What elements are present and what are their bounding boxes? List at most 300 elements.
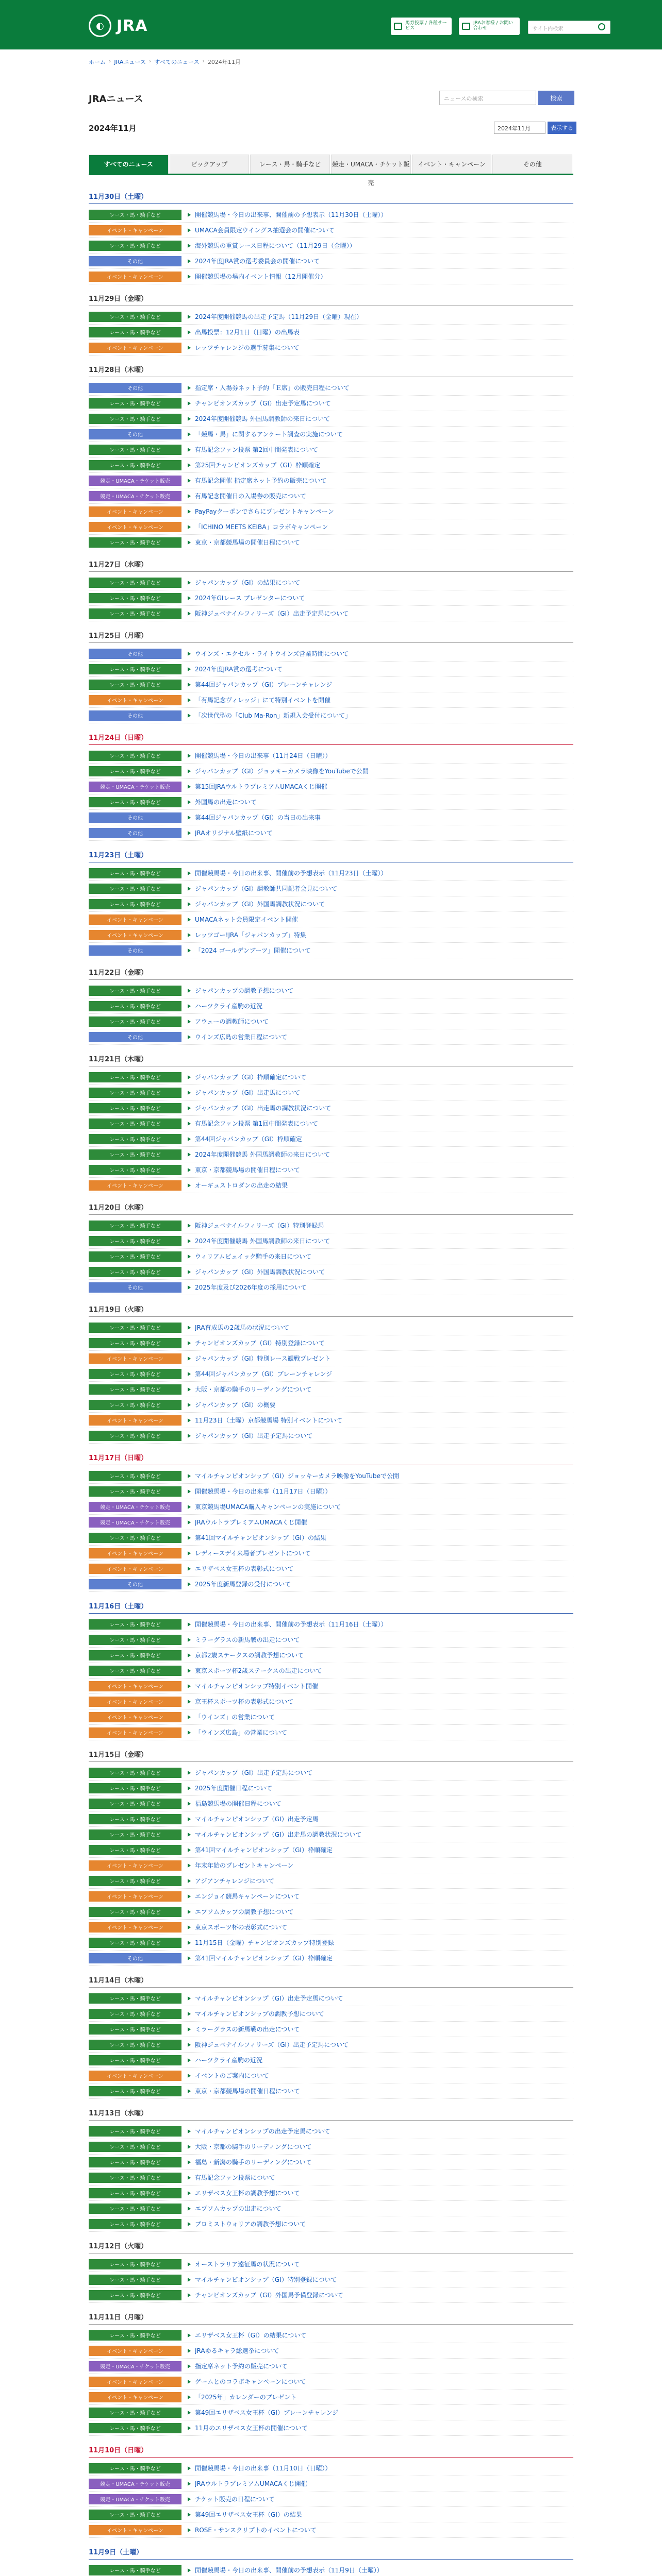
news-link[interactable]: 東京スポーツ杯2歳ステークスの出走について [195, 1667, 322, 1674]
list-item[interactable] [89, 1648, 573, 1663]
category-badge: イベント・キャンペーン [89, 695, 181, 705]
news-link[interactable]: アウェーの調教師について [195, 1018, 269, 1025]
tab-1[interactable]: ピックアップ [170, 155, 250, 174]
list-item[interactable] [89, 1233, 573, 1249]
news-link[interactable]: オーストラリア遠征馬の状況について [195, 2261, 300, 2268]
list-item[interactable] [89, 794, 573, 810]
news-link[interactable]: ジャパンカップ（GⅠ）ジョッキーカメラ映像をYouTubeで公開 [195, 768, 369, 775]
category-badge: イベント・キャンペーン [89, 1180, 181, 1191]
month-show-button[interactable]: 表示する [548, 122, 576, 134]
news-link[interactable]: ジャパンカップ（GⅠ）の結果について [195, 579, 301, 586]
list-item[interactable] [89, 590, 573, 606]
news-link[interactable]: ジャパンカップ（GⅠ）外国馬調教状況について [195, 1268, 325, 1276]
news-link[interactable]: エリザベス女王杯の調教予想について [195, 2190, 300, 2197]
list-item[interactable] [89, 2328, 573, 2343]
news-link[interactable]: 大阪・京都の騎手のリーディングについて [195, 1386, 312, 1393]
news-link[interactable]: 「ウインズ」の営業について [195, 1714, 275, 1721]
tab-3[interactable]: 競走・UMACA・チケット販売 [331, 155, 411, 174]
news-link[interactable]: JRAウルトラプレミアムUMACAくじ開催 [195, 1519, 307, 1526]
list-item[interactable] [89, 1351, 573, 1366]
news-link[interactable]: マイルチャンピオンシップ特別イベント開催 [195, 1683, 318, 1690]
news-link[interactable]: 京王杯スポーツ杯の表彰式について [195, 1698, 294, 1705]
list-item[interactable] [89, 1904, 573, 1920]
list-item[interactable] [89, 2170, 573, 2185]
arrow-right-icon [188, 228, 191, 232]
list-item[interactable] [89, 2185, 573, 2201]
header-button-contact[interactable] [459, 18, 520, 35]
list-item[interactable] [89, 488, 573, 504]
news-link[interactable]: 東京・京都競馬場の開催日程について [195, 2088, 300, 2095]
list-item[interactable] [89, 2022, 573, 2037]
list-item[interactable] [89, 1382, 573, 1397]
list-item[interactable] [89, 1100, 573, 1116]
list-item[interactable] [89, 207, 573, 223]
list-item[interactable] [89, 1725, 573, 1740]
news-link[interactable]: マイルチャンピオンシップ（GⅠ）出走予定馬 [195, 1816, 319, 1823]
news-link[interactable]: エプソムカップの出走について [195, 2205, 282, 2212]
day-section [89, 1303, 573, 1444]
search-icon[interactable] [598, 23, 605, 30]
news-link[interactable]: UMACA会員限定ウイングス抽選会の開催について [195, 227, 335, 234]
list-item[interactable] [89, 309, 573, 325]
news-link[interactable]: ゲームとのコラボキャンペーンについて [195, 2378, 306, 2385]
news-link[interactable]: ミラーグラスの新馬戦の出走について [195, 1636, 300, 1643]
arrow-right-icon [188, 1341, 191, 1345]
news-link[interactable]: 京都2歳ステークスの調教予想について [195, 1652, 304, 1659]
list-item[interactable] [89, 983, 573, 998]
news-link[interactable]: 有馬記念ファン投票について [195, 2174, 275, 2181]
list-item[interactable] [89, 253, 573, 269]
news-link[interactable]: ジャパンカップ（GⅠ）出走馬の調教状況について [195, 1105, 332, 1112]
news-link[interactable]: 開催競馬場・今日の出来事、開催前の予想表示（11月9日（土曜）） [195, 2567, 383, 2574]
list-item[interactable] [89, 764, 573, 779]
news-link[interactable]: 福島競馬場の開催日程について [195, 1800, 282, 1807]
list-item[interactable] [89, 325, 573, 340]
list-item[interactable] [89, 1663, 573, 1679]
news-link[interactable]: チケット販売の日程について [195, 2496, 275, 2503]
news-link[interactable]: 第25回チャンピオンズカップ（GⅠ）枠順確定 [195, 462, 321, 469]
news-link[interactable]: 「有馬記念ヴィレッジ」にて特別イベントを開催 [195, 697, 331, 704]
list-item[interactable] [89, 1014, 573, 1029]
news-link[interactable]: ジャパンカップ（GⅠ）出走予定馬について [195, 1432, 313, 1439]
list-item[interactable] [89, 2124, 573, 2139]
list-item[interactable] [89, 1428, 573, 1444]
list-item[interactable] [89, 943, 573, 958]
news-link[interactable]: マイルチャンピオンシップ（GⅠ）出走馬の調教状況について [195, 1831, 362, 1838]
list-item[interactable] [89, 340, 573, 355]
news-link[interactable]: ジャパンカップ（GⅠ）の概要 [195, 1401, 276, 1409]
list-item[interactable] [89, 1499, 573, 1515]
list-item[interactable] [89, 2139, 573, 2155]
list-item[interactable] [89, 1162, 573, 1178]
breadcrumb [89, 58, 241, 66]
news-link[interactable]: マイルチャンピオンシップ（GⅠ）出走予定馬について [195, 1995, 343, 2002]
news-link[interactable]: 開催競馬場・今日の出来事、開催前の予想表示（11月30日（土曜）） [195, 211, 387, 218]
news-link[interactable]: ジャパンカップ（GⅠ）出走予定馬について [195, 1769, 313, 1776]
list-item[interactable] [89, 1873, 573, 1889]
news-search-button[interactable]: 検索 [538, 91, 574, 105]
list-item[interactable] [89, 825, 573, 841]
list-item[interactable] [89, 1147, 573, 1162]
news-link[interactable]: 第44回ジャパンカップ（GⅠ）枠順確定 [195, 1136, 302, 1143]
site-search-input[interactable]: サイト内検索 [528, 21, 610, 34]
list-item[interactable] [89, 1218, 573, 1233]
list-item[interactable] [89, 1951, 573, 1966]
news-link[interactable]: 2024年度JRA賞の選考委員会の開催について [195, 258, 320, 265]
list-item[interactable] [89, 748, 573, 764]
news-link[interactable]: ROSE・サンスクリプトのイベントについて [195, 2527, 317, 2534]
news-link[interactable]: 東京競馬場UMACA購入キャンペーンの実施について [195, 1503, 341, 1511]
arrow-right-icon [188, 1035, 191, 1039]
news-link[interactable]: 開催競馬場・今日の出来事、開催前の予想表示（11月16日（土曜）） [195, 1621, 387, 1628]
list-item[interactable] [89, 269, 573, 284]
news-search-input[interactable]: ニュースの検索 [439, 91, 536, 105]
news-link[interactable]: イベントのご案内について [195, 2072, 269, 2079]
news-link[interactable]: ジャパンカップ（GⅠ）特別レース観戦プレゼント [195, 1355, 331, 1362]
category-badge: レース・馬・騎手など [89, 1471, 181, 1481]
news-link[interactable]: エリザベス女王杯の表彰式について [195, 1565, 294, 1572]
category-badge: その他 [89, 812, 181, 823]
list-item[interactable] [89, 2522, 573, 2538]
news-link[interactable]: 第49回エリザベス女王杯（GⅠ）の結果 [195, 2511, 302, 2518]
category-badge: レース・馬・騎手など [89, 1236, 181, 1246]
news-link[interactable]: 「2025年」カレンダーのプレゼント [195, 2394, 297, 2401]
category-badge: レース・馬・騎手など [89, 1149, 181, 1160]
news-link[interactable]: 第49回エリザベス女王杯（GⅠ）ブレーンチャレンジ [195, 2409, 339, 2416]
list-item[interactable] [89, 575, 573, 590]
day-heading: 11月25日（月曜） [89, 630, 573, 643]
tab-5[interactable]: その他 [492, 155, 572, 174]
list-item[interactable] [89, 1249, 573, 1264]
news-link[interactable]: 第44回ジャパンカップ（GⅠ）の当日の出来事 [195, 814, 321, 821]
news-link[interactable]: 東京・京都競馬場の開催日程について [195, 1166, 300, 1174]
list-item[interactable] [89, 998, 573, 1014]
news-link[interactable]: ウインズ広島の営業日程について [195, 1033, 288, 1041]
news-link[interactable]: チャンピオンズカップ（GⅠ）出走予定馬について [195, 400, 331, 407]
list-item[interactable] [89, 677, 573, 692]
arrow-right-icon [188, 2027, 191, 2031]
list-item[interactable] [89, 2461, 573, 2476]
news-link[interactable]: 出馬投票：12月1日（日曜）の出馬表 [195, 329, 300, 336]
list-item[interactable] [89, 1935, 573, 1951]
list-item[interactable] [89, 1178, 573, 1193]
list-item[interactable] [89, 427, 573, 442]
list-item[interactable] [89, 1694, 573, 1709]
list-item[interactable] [89, 442, 573, 457]
news-link[interactable]: エリザベス女王杯（GⅠ）の結果について [195, 2332, 307, 2339]
news-link[interactable]: 外国馬の出走について [195, 799, 257, 806]
list-item[interactable] [89, 1264, 573, 1280]
header-button-label: JRAお客様 / お問い合わせ [473, 21, 514, 31]
arrow-right-icon [188, 2207, 191, 2211]
list-item[interactable] [89, 1617, 573, 1632]
news-link[interactable]: 第44回ジャパンカップ（GⅠ）ブレーンチャレンジ [195, 1370, 333, 1378]
list-item[interactable] [89, 1413, 573, 1428]
list-item[interactable] [89, 2374, 573, 2389]
news-link[interactable]: 第44回ジャパンカップ（GⅠ）ブレーンチャレンジ [195, 681, 333, 688]
news-link[interactable]: 11月15日（金曜）チャンピオンズカップ特別登録 [195, 1939, 334, 1946]
arrow-right-icon [188, 1910, 191, 1914]
news-link[interactable]: 2024年度JRA賞の選考について [195, 666, 283, 673]
list-item[interactable] [89, 1858, 573, 1873]
list-item[interactable] [89, 2507, 573, 2522]
arrow-right-icon [188, 2278, 191, 2282]
list-item[interactable] [89, 1811, 573, 1827]
list-item[interactable] [89, 1116, 573, 1131]
news-link[interactable]: 2024年度開催競馬の出走予定馬（11月29日（金曜）現在） [195, 313, 363, 320]
arrow-right-icon [188, 213, 191, 217]
list-item[interactable] [89, 1280, 573, 1295]
news-link[interactable]: 福島・新潟の騎手のリーディングについて [195, 2159, 312, 2166]
news-link[interactable]: ジャパンカップ（GⅠ）出走馬について [195, 1089, 301, 1096]
news-link[interactable]: ハーツクライ産駒の近況 [195, 1003, 263, 1010]
list-item[interactable] [89, 1796, 573, 1811]
list-item[interactable] [89, 1070, 573, 1085]
news-link[interactable]: 有馬記念ファン投票 第2回中間発表について [195, 446, 318, 453]
list-item[interactable] [89, 411, 573, 427]
news-link[interactable]: 2024年度開催競馬 外国馬調教師の来日について [195, 415, 330, 422]
month-select[interactable]: 2024年11月 [494, 122, 545, 134]
news-link[interactable]: PayPayクーポンでさらにプレゼントキャンペーン [195, 508, 334, 515]
list-item[interactable] [89, 912, 573, 927]
list-item[interactable] [89, 223, 573, 238]
news-link[interactable]: 有馬記念ファン投票 第1回中間発表について [195, 1120, 318, 1127]
list-item[interactable] [89, 1827, 573, 1842]
list-item[interactable] [89, 881, 573, 896]
list-item[interactable] [89, 1920, 573, 1935]
category-badge: レース・馬・騎手など [89, 1221, 181, 1231]
tab-4[interactable]: イベント・キャンペーン [412, 155, 492, 174]
news-link[interactable]: チャンピオンズカップ（GⅠ）外国馬予備登録について [195, 2292, 343, 2299]
list-item[interactable] [89, 2201, 573, 2216]
breadcrumb-news[interactable]: JRAニュース [114, 59, 146, 65]
list-item[interactable] [89, 866, 573, 881]
news-link[interactable]: 開催競馬場・今日の出来事、開催前の予想表示（11月23日（土曜）） [195, 870, 387, 877]
news-link[interactable]: 有馬記念開催日の入場券の販売について [195, 493, 306, 500]
news-link[interactable]: マイルチャンピオンシップ（GⅠ）特別登録について [195, 2276, 337, 2283]
list-item[interactable] [89, 1765, 573, 1781]
news-link[interactable]: 有馬記念開催 指定席ネット予約の販売について [195, 477, 327, 484]
arrow-right-icon [188, 1106, 191, 1110]
jra-logo[interactable] [89, 14, 147, 37]
news-link[interactable]: UMACAネット会員限定イベント開催 [195, 916, 298, 923]
list-item[interactable] [89, 2053, 573, 2068]
arrow-right-icon [188, 1771, 191, 1775]
news-link[interactable]: 2025年度及び2026年度の採用について [195, 1284, 307, 1291]
news-link[interactable]: 東京・京都競馬場の開催日程について [195, 539, 300, 546]
list-item[interactable] [89, 380, 573, 396]
list-item[interactable] [89, 1546, 573, 1561]
news-link[interactable]: 指定席・入場券ネット予約「Ｅ席」の販売日程について [195, 384, 350, 392]
tab-0[interactable]: すべてのニュース [89, 155, 169, 174]
list-item[interactable] [89, 1515, 573, 1530]
arrow-right-icon [188, 1536, 191, 1540]
news-link[interactable]: アジアンチャレンジについて [195, 1877, 274, 1885]
news-link[interactable]: 阪神ジュベナイルフィリーズ（GⅠ）特別登録馬 [195, 1222, 324, 1229]
list-item[interactable] [89, 2006, 573, 2022]
news-link[interactable]: ジャパンカップの調教予想について [195, 987, 294, 994]
news-link[interactable]: 開催競馬場・今日の出来事（11月10日（日曜）） [195, 2465, 332, 2472]
news-link[interactable]: 大阪・京都の騎手のリーディングについて [195, 2143, 312, 2150]
news-link[interactable]: JRAオリジナル壁紙について [195, 829, 273, 837]
list-item[interactable] [89, 692, 573, 708]
list-item[interactable] [89, 606, 573, 621]
arrow-right-icon [188, 244, 191, 248]
news-link[interactable]: ジャパンカップ（GⅠ）調教師共同記者会見について [195, 885, 338, 892]
list-item[interactable] [89, 519, 573, 535]
arrow-right-icon [188, 652, 191, 656]
header-button-betting[interactable] [391, 18, 452, 35]
list-item[interactable] [89, 2083, 573, 2099]
list-item[interactable] [89, 238, 573, 253]
news-link[interactable]: レッツゴー!JRA「ジャパンカップ」特集 [195, 931, 306, 939]
news-link[interactable]: 2025年度新馬登録の受付について [195, 1581, 291, 1588]
news-link[interactable]: レディースデイ来場者プレゼントについて [195, 1550, 311, 1557]
list-item[interactable] [89, 927, 573, 943]
list-item[interactable] [89, 1781, 573, 1796]
list-item[interactable] [89, 2037, 573, 2053]
list-item[interactable] [89, 1889, 573, 1904]
list-item[interactable] [89, 2216, 573, 2232]
news-link[interactable]: JRAウルトラプレミアムUMACAくじ開催 [195, 2480, 307, 2487]
category-badge: レース・馬・騎手など [89, 1016, 181, 1027]
list-item[interactable] [89, 1679, 573, 1694]
news-link[interactable]: プロミストウォリアの調教予想について [195, 2221, 306, 2228]
list-item[interactable] [89, 1561, 573, 1577]
news-link[interactable]: ウィリアムビュイック騎手の来日について [195, 1253, 311, 1260]
news-link[interactable]: 11月23日（土曜）京都競馬場 特別イベントについて [195, 1417, 343, 1424]
news-link[interactable]: 「ウインズ広島」の営業について [195, 1729, 288, 1736]
list-item[interactable] [89, 1335, 573, 1351]
list-item[interactable] [89, 1991, 573, 2006]
news-link[interactable]: エプソムカップの調教予想について [195, 1908, 294, 1916]
news-link[interactable]: 年末年始のプレゼントキャンペーン [195, 1862, 294, 1869]
news-link[interactable]: JRA育成馬の2歳馬の状況について [195, 1324, 289, 1331]
news-link[interactable]: 第41回マイルチャンピオンシップ（GⅠ）枠順確定 [195, 1846, 333, 1854]
arrow-right-icon [188, 1270, 191, 1274]
news-link[interactable]: ウインズ・エクセル・ライトウインズ営業時間について [195, 650, 349, 657]
list-item[interactable] [89, 1468, 573, 1484]
list-item[interactable] [89, 2068, 573, 2083]
list-item[interactable] [89, 1632, 573, 1648]
list-item[interactable] [89, 810, 573, 825]
list-item[interactable] [89, 1577, 573, 1592]
list-item[interactable] [89, 1029, 573, 1045]
news-link[interactable]: 2024年度開催競馬 外国馬調教師の来日について [195, 1238, 330, 1245]
category-badge: イベント・キャンペーン [89, 1712, 181, 1722]
list-item[interactable] [89, 1366, 573, 1382]
list-item[interactable] [89, 1484, 573, 1499]
list-item[interactable] [89, 2359, 573, 2374]
news-link[interactable]: マイルチャンピオンシップの出走予定馬について [195, 2128, 330, 2135]
list-item[interactable] [89, 2476, 573, 2492]
news-link[interactable]: 開催競馬場・今日の出来事（11月24日（日曜）） [195, 752, 332, 759]
list-item[interactable] [89, 1085, 573, 1100]
news-link[interactable]: 開催競馬場・今日の出来事（11月17日（日曜）） [195, 1488, 332, 1495]
list-item[interactable] [89, 1530, 573, 1546]
list-item[interactable] [89, 2287, 573, 2303]
list-item[interactable] [89, 646, 573, 662]
list-item[interactable] [89, 1397, 573, 1413]
list-item[interactable] [89, 2405, 573, 2420]
news-link[interactable]: オーギュストロダンの出走の結果 [195, 1182, 288, 1189]
news-link[interactable]: 「ICHINO MEETS KEIBA」コラボキャンペーン [195, 523, 328, 531]
breadcrumb-home[interactable]: ホーム [89, 59, 106, 65]
news-link[interactable]: 東京スポーツ杯の表彰式について [195, 1924, 288, 1931]
news-link[interactable]: チャンピオンズカップ（GⅠ）特別登録について [195, 1340, 325, 1347]
list-item[interactable] [89, 473, 573, 488]
news-link[interactable]: ジャパンカップ（GⅠ）枠順確定について [195, 1074, 307, 1081]
news-link[interactable]: 第41回マイルチャンピオンシップ（GⅠ）枠順確定 [195, 1955, 333, 1962]
category-badge: レース・馬・騎手など [89, 593, 181, 603]
list-item[interactable] [89, 504, 573, 519]
news-link[interactable]: 開催競馬場の場内イベント情報（12月開催分） [195, 273, 327, 280]
list-item[interactable] [89, 2563, 573, 2576]
news-link[interactable]: 2025年度開催日程について [195, 1785, 273, 1792]
category-badge: その他 [89, 429, 181, 439]
list-item[interactable] [89, 2272, 573, 2287]
news-link[interactable]: マイルチャンピオンシップ（GⅠ）ジョッキーカメラ映像をYouTubeで公開 [195, 1472, 400, 1480]
arrow-right-icon [188, 1224, 191, 1228]
list-item[interactable] [89, 896, 573, 912]
category-badge: イベント・キャンペーン [89, 1727, 181, 1738]
news-link[interactable]: 阪神ジュベナイルフィリーズ（GⅠ）出走予定馬について [195, 2041, 349, 2048]
list-item[interactable] [89, 2389, 573, 2405]
category-badge: イベント・キャンペーン [89, 930, 181, 940]
news-link[interactable]: 「2024 ゴールデンブーツ」開催について [195, 947, 311, 954]
arrow-right-icon [188, 2497, 191, 2501]
news-link[interactable]: 指定席ネット予約の販売について [195, 2363, 288, 2370]
news-link[interactable]: ハーツクライ産駒の近況 [195, 2057, 263, 2064]
news-link[interactable]: 「競馬・馬」に関するアンケート調査の実施について [195, 431, 343, 438]
list-item[interactable] [89, 708, 573, 723]
list-item[interactable] [89, 1320, 573, 1335]
breadcrumb-all-news[interactable]: すべてのニュース [154, 59, 200, 65]
list-item[interactable] [89, 396, 573, 411]
news-link[interactable]: 海外競馬の重賞レース日程について（11月29日（金曜）） [195, 242, 356, 249]
list-item[interactable] [89, 2257, 573, 2272]
news-link[interactable]: ジャパンカップ（GⅠ）外国馬調教状況について [195, 901, 325, 908]
news-link[interactable]: JRAゆるキャラ総選挙について [195, 2347, 279, 2354]
list-item[interactable] [89, 457, 573, 473]
list-item[interactable] [89, 535, 573, 550]
news-link[interactable]: 第15回JRAウルトラプレミアムUMACAくじ開催 [195, 783, 327, 790]
news-link[interactable]: 2024年GⅠレース プレゼンターについて [195, 595, 305, 602]
list-item[interactable] [89, 2420, 573, 2436]
news-link[interactable]: エンジョイ競馬キャンペーンについて [195, 1893, 300, 1900]
list-item[interactable] [89, 662, 573, 677]
list-item[interactable] [89, 1709, 573, 1725]
list-item[interactable] [89, 779, 573, 794]
list-item[interactable] [89, 2492, 573, 2507]
day-section [89, 1201, 573, 1295]
news-link[interactable]: 2024年度開催競馬 外国馬調教師の来日について [195, 1151, 330, 1158]
news-link[interactable]: マイルチャンピオンシップの調教予想について [195, 2010, 324, 2018]
tab-2[interactable]: レース・馬・騎手など [250, 155, 330, 174]
news-link[interactable]: ミラーグラスの新馬戦の出走について [195, 2026, 300, 2033]
news-link[interactable]: 「次世代型の「Club Ma-Ron」新規入会受付について」 [195, 712, 352, 719]
list-item[interactable] [89, 1131, 573, 1147]
header-buttons [391, 18, 520, 35]
list-item[interactable] [89, 1842, 573, 1858]
news-link[interactable]: 11月のエリザベス女王杯の開催について [195, 2425, 308, 2432]
news-link[interactable]: 第41回マイルチャンピオンシップ（GⅠ）の結果 [195, 1534, 326, 1541]
news-link[interactable]: レッツチャレンジの選手募集について [195, 344, 300, 351]
list-item[interactable] [89, 2343, 573, 2359]
list-item[interactable] [89, 2155, 573, 2170]
news-link[interactable]: 阪神ジュベナイルフィリーズ（GⅠ）出走予定馬について [195, 610, 349, 617]
arrow-right-icon [188, 1020, 191, 1024]
